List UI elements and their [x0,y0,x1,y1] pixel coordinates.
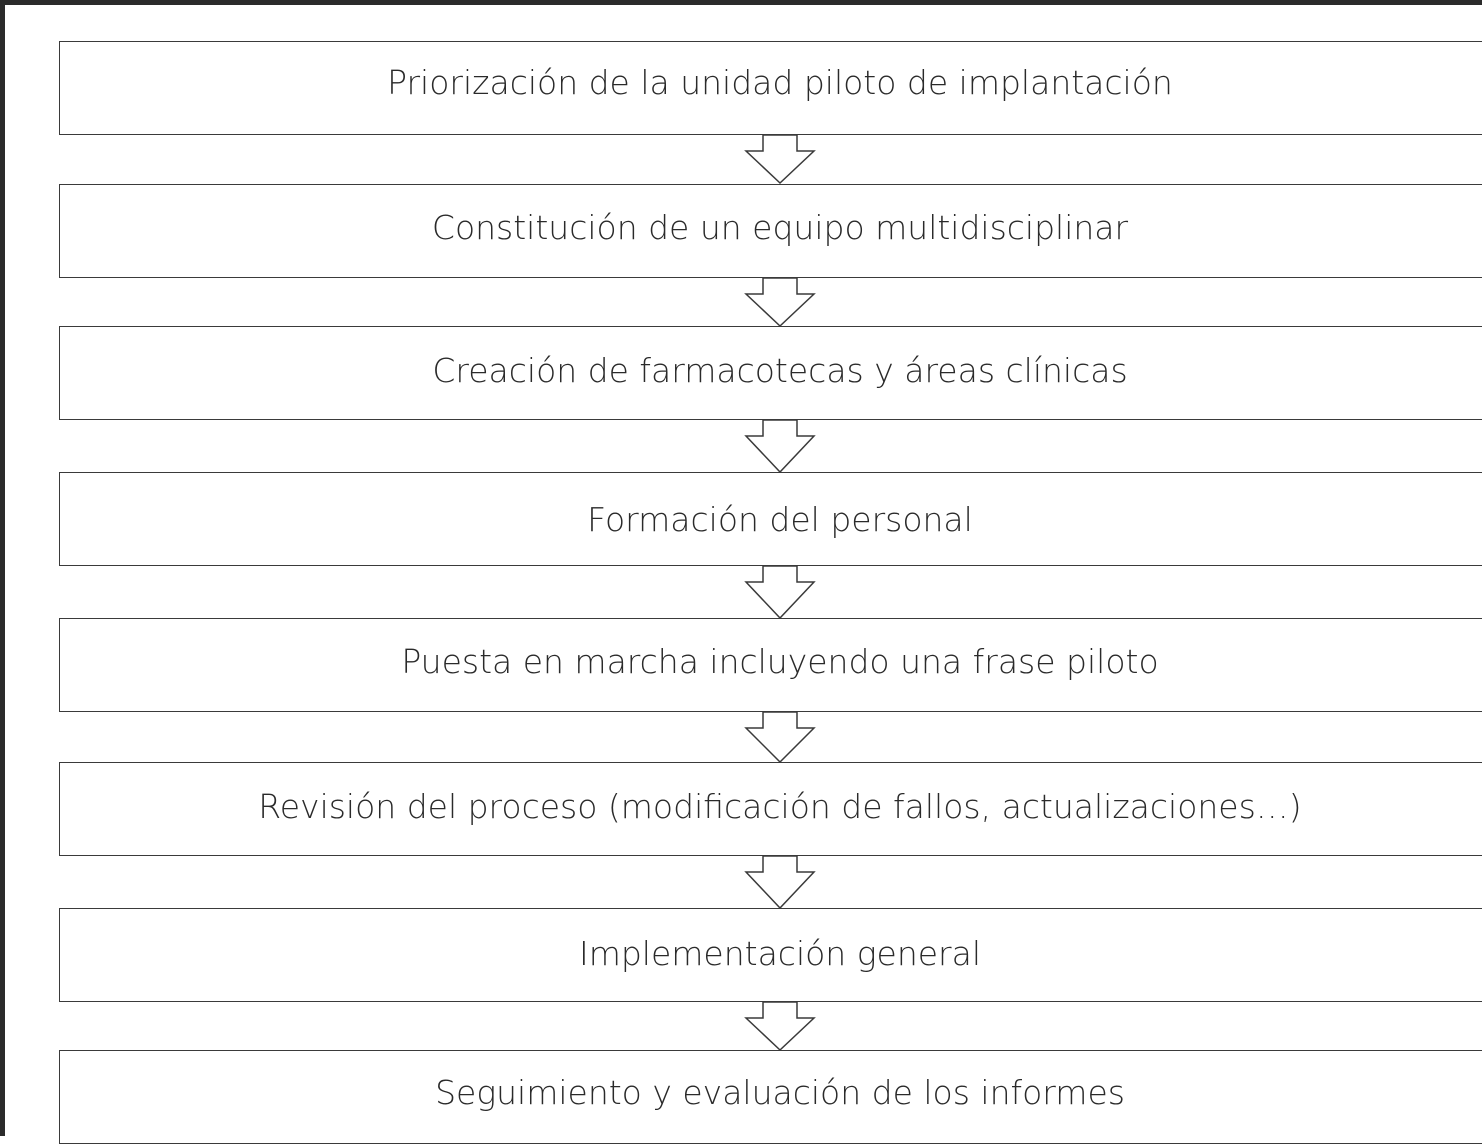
step-label-7: Implementación general [578,934,981,973]
step-label-4: Formación del personal [587,500,973,539]
step-label-3: Creación de farmacotecas y áreas clínicas [432,351,1128,390]
down-arrow-icon [744,133,816,185]
step-label-5: Puesta en marcha incluyendo una frase piloto [401,642,1159,681]
down-arrow-icon [744,418,816,474]
down-arrow-icon [744,276,816,328]
step-label-2: Constitución de un equipo multidisciplinar [431,208,1129,247]
down-arrow-icon [744,564,816,620]
step-label-8: Seguimiento y evaluación de los informes [435,1073,1125,1112]
step-label-1: Priorización de la unidad piloto de implantación [387,63,1173,102]
step-label-6: Revisión del proceso (modificación de fallos, actualizaciones…) [258,787,1302,826]
down-arrow-icon [744,854,816,910]
down-arrow-icon [744,1000,816,1052]
down-arrow-icon [744,710,816,764]
